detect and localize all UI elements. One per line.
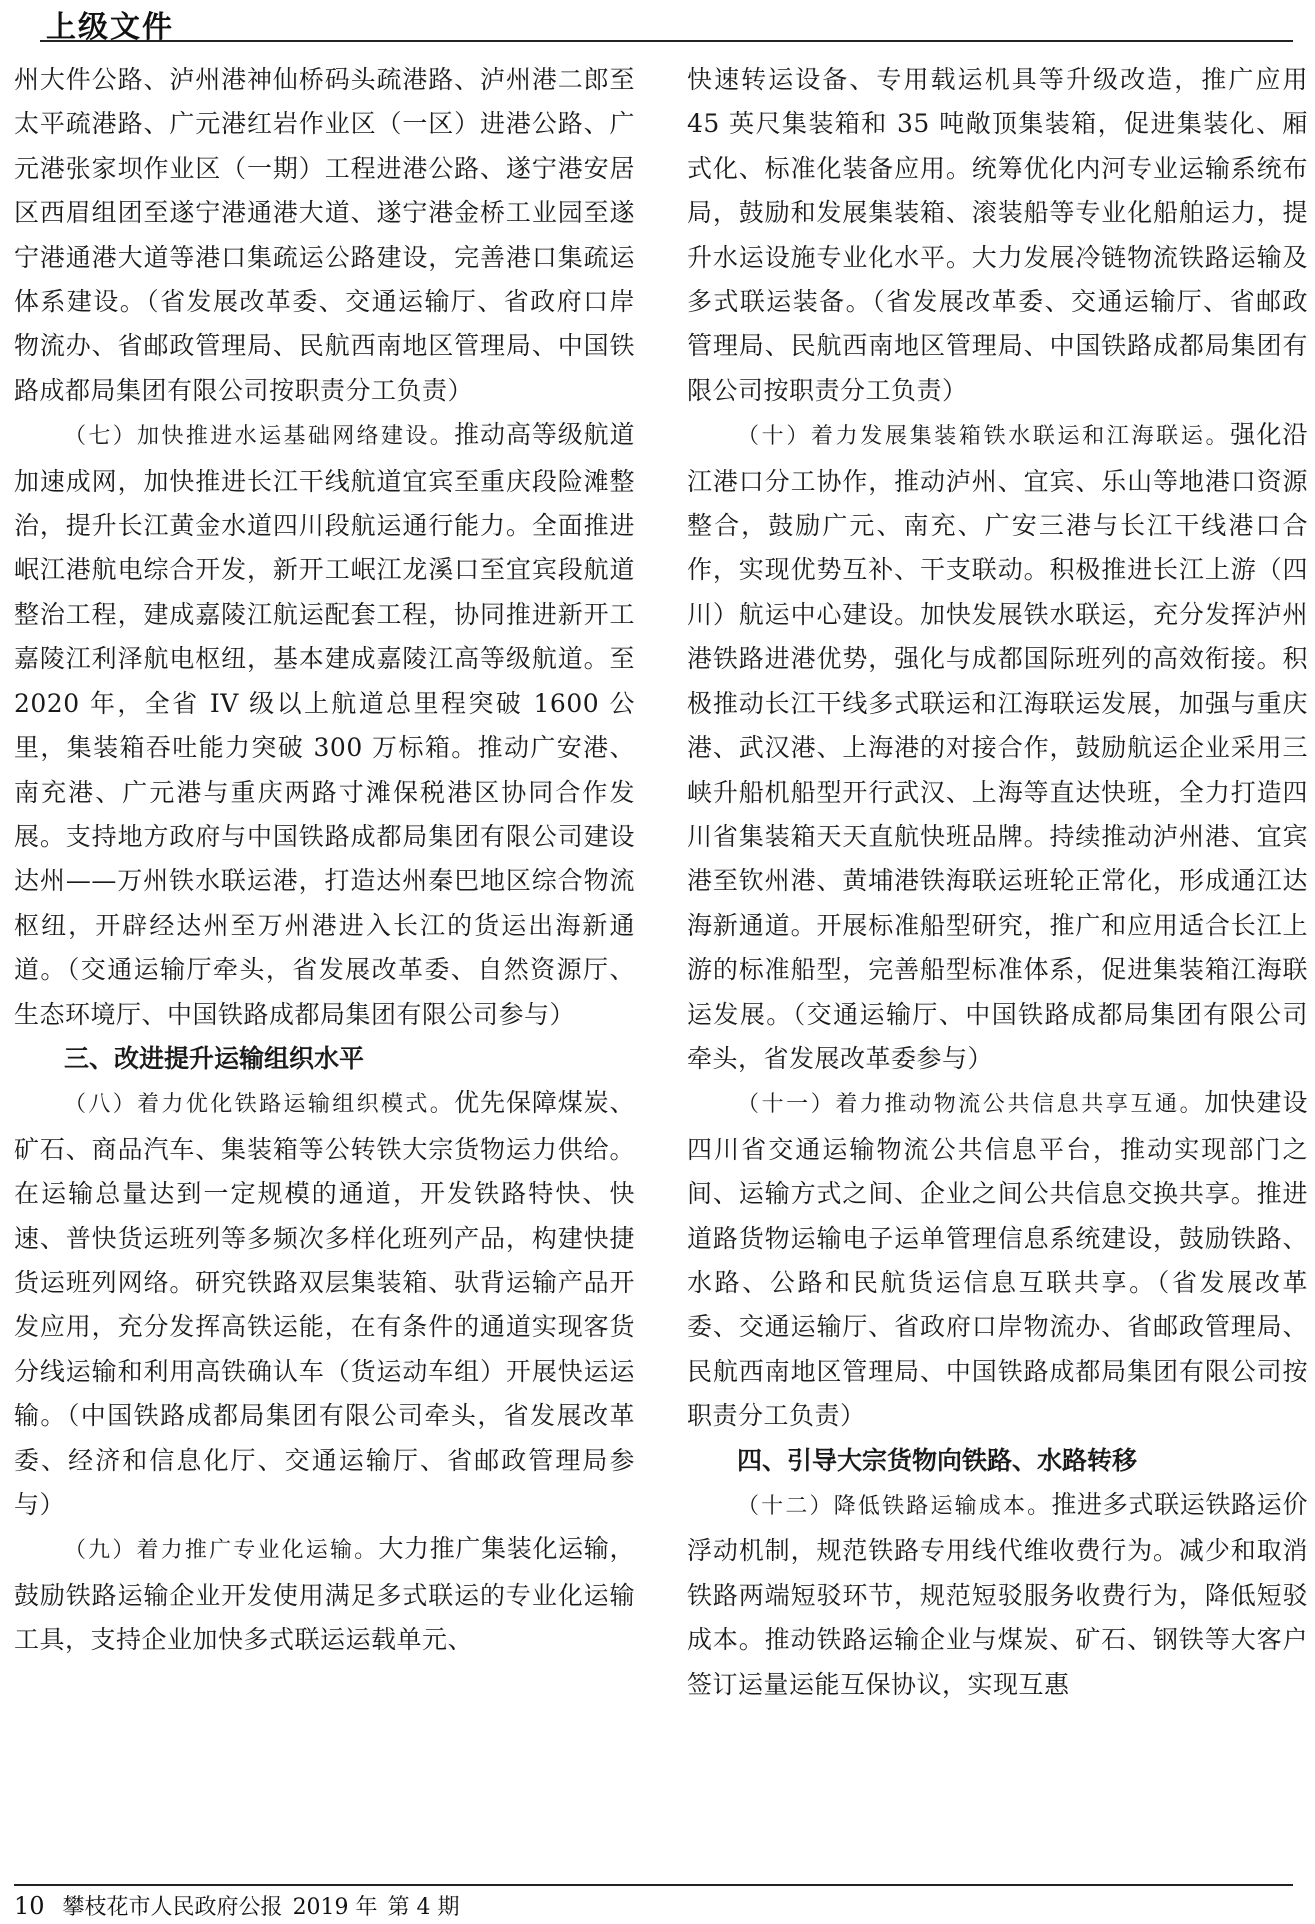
paragraph-body: 加快建设四川省交通运输物流公共信息平台，推动实现部门之间、运输方式之间、企业之间公共信息交换共享。推进道路货物运输电子运单管理信息系统建设，鼓励铁路、水路、公路和民航货运信息互联共享。（省发展改革委、交通运输厅、省政府口岸物流办、省邮政管理局、民航西南地区管理局、中国铁路成都局集团有限公司按职责分工负责） <box>687 1088 1308 1431</box>
paragraph: 快速转运设备、专用载运机具等升级改造，推广应用 45 英尺集装箱和 35 吨敞顶集装箱，促进集装化、厢式化、标准化装备应用。统筹优化内河专业运输系统布局，鼓励和发展集装箱、滚装船等专业化船舶运力，提升水运设施专业化水平。大力发展冷链物流铁路运输及多式联运装备。（省发展改革委、交通运输厅、省邮政管理局、民航西南地区管理局、中国铁路成都局集团有限公司按职责分工负责） <box>687 65 1308 405</box>
paragraph-body: 大力推广集装化运输，鼓励铁路运输企业开发使用满足多式联运的专业化运输工具，支持企业加快多式联运运载单元、 <box>14 1534 635 1655</box>
paragraph <box>687 413 1308 1081</box>
footer-text <box>14 1890 470 1921</box>
paragraph: 州大件公路、泸州港神仙桥码头疏港路、泸州港二郎至太平疏港路、广元港红岩作业区（一区）进港公路、广元港张家坝作业区（一期）工程进港公路、遂宁港安居区西眉组团至遂宁港通港大道、遂宁港金桥工业园至遂宁港通港大道等港口集疏运公路建设，完善港口集疏运体系建设。（省发展改革委、交通运输厅、省政府口岸物流办、省邮政管理局、民航西南地区管理局、中国铁路成都局集团有限公司按职责分工负责） <box>14 65 635 405</box>
paragraph-body: 优先保障煤炭、矿石、商品汽车、集装箱等公转铁大宗货物运力供给。在运输总量达到一定规模的通道，开发铁路特快、快速、普快货运班列等多频次多样化班列产品，构建快捷货运班列网络。研究铁路双层集装箱、驮背运输产品开发应用，充分发挥高铁运能，在有条件的通道实现客货分线运输和利用高铁确认车（货运动车组）开展快运运输。（中国铁路成都局集团有限公司牵头，省发展改革委、经济和信息化厅、交通运输厅、省邮政管理局参与） <box>14 1088 635 1519</box>
paragraph <box>14 413 635 1037</box>
paragraph-body: 推动高等级航道加速成网，加快推进长江干线航道宜宾至重庆段险滩整治，提升长江黄金水道四川段航运通行能力。全面推进岷江港航电综合开发，新开工岷江龙溪口至宜宾段航道整治工程，建成嘉陵江航运配套工程，协同推进新开工嘉陵江利泽航电枢纽，基本建成嘉陵江高等级航道。至 2020 年，全省 IV 级以上航道总里程突破 1600 公里，集装箱吞吐能力突破 300 万标箱。推动广安港、南充港、广元港与重庆两路寸滩保税港区协同合作发展。支持地方政府与中国铁路成都局集团有限公司建设达州——万州铁水联运港，打造达州秦巴地区综合物流枢纽，开辟经达州至万州港进入长江的货运出海新通道。（交通运输厅牵头，省发展改革委、自然资源厅、生态环境厅、中国铁路成都局集团有限公司参与） <box>14 420 635 1029</box>
page-number: 10 <box>14 1892 45 1920</box>
section-heading: 三、改进提升运输组织水平 <box>64 1043 365 1073</box>
paragraph <box>14 1527 635 1662</box>
publication-year: 2019 年 <box>292 1895 378 1920</box>
right-column <box>687 58 1308 1707</box>
item-lead: （九）着力推广专业化运输。 <box>64 1538 379 1564</box>
section-title: 上级文件 <box>46 10 174 45</box>
item-lead: （十）着力发展集装箱铁水联运和江海联运。 <box>737 424 1231 450</box>
paragraph <box>687 1081 1308 1438</box>
item-lead: （八）着力优化铁路运输组织模式。 <box>64 1092 455 1118</box>
left-column <box>14 58 635 1663</box>
issue-number: 第 4 期 <box>387 1895 460 1920</box>
paragraph-body: 推进多式联运铁路运价浮动机制，规范铁路专用线代维收费行为。减少和取消铁路两端短驳环节，规范短驳服务收费行为，降低短驳成本。推动铁路运输企业与煤炭、矿石、钢铁等大客户签订运量运能互保协议，实现互惠 <box>687 1490 1308 1699</box>
item-lead: （十一）着力推动物流公共信息共享互通。 <box>737 1092 1205 1118</box>
page-footer <box>14 1884 1293 1922</box>
paragraph <box>14 1081 635 1527</box>
paragraph-body: 强化沿江港口分工协作，推动泸州、宜宾、乐山等地港口资源整合，鼓励广元、南充、广安三港与长江干线港口合作，实现优势互补、干支联动。积极推进长江上游（四川）航运中心建设。加快发展铁水联运，充分发挥泸州港铁路进港优势，强化与成都国际班列的高效衔接。积极推动长江干线多式联运和江海联运发展，加强与重庆港、武汉港、上海港的对接合作，鼓励航运企业采用三峡升船机船型开行武汉、上海等直达快班，全力打造四川省集装箱天天直航快班品牌。持续推动泸州港、宜宾港至钦州港、黄埔港铁海联运班轮正常化，形成通江达海新通道。开展标准船型研究，推广和应用适合长江上游的标准船型，完善船型标准体系，促进集装箱江海联运发展。（交通运输厅、中国铁路成都局集团有限公司牵头，省发展改革委参与） <box>687 420 1308 1073</box>
publication-name: 攀枝花市人民政府公报 <box>62 1895 283 1920</box>
page-header <box>40 0 1293 45</box>
item-lead: （七）加快推进水运基础网络建设。 <box>64 424 455 450</box>
paragraph <box>687 1483 1308 1707</box>
item-lead: （十二）降低铁路运输成本。 <box>737 1494 1052 1519</box>
section-heading: 四、引导大宗货物向铁路、水路转移 <box>737 1445 1138 1475</box>
